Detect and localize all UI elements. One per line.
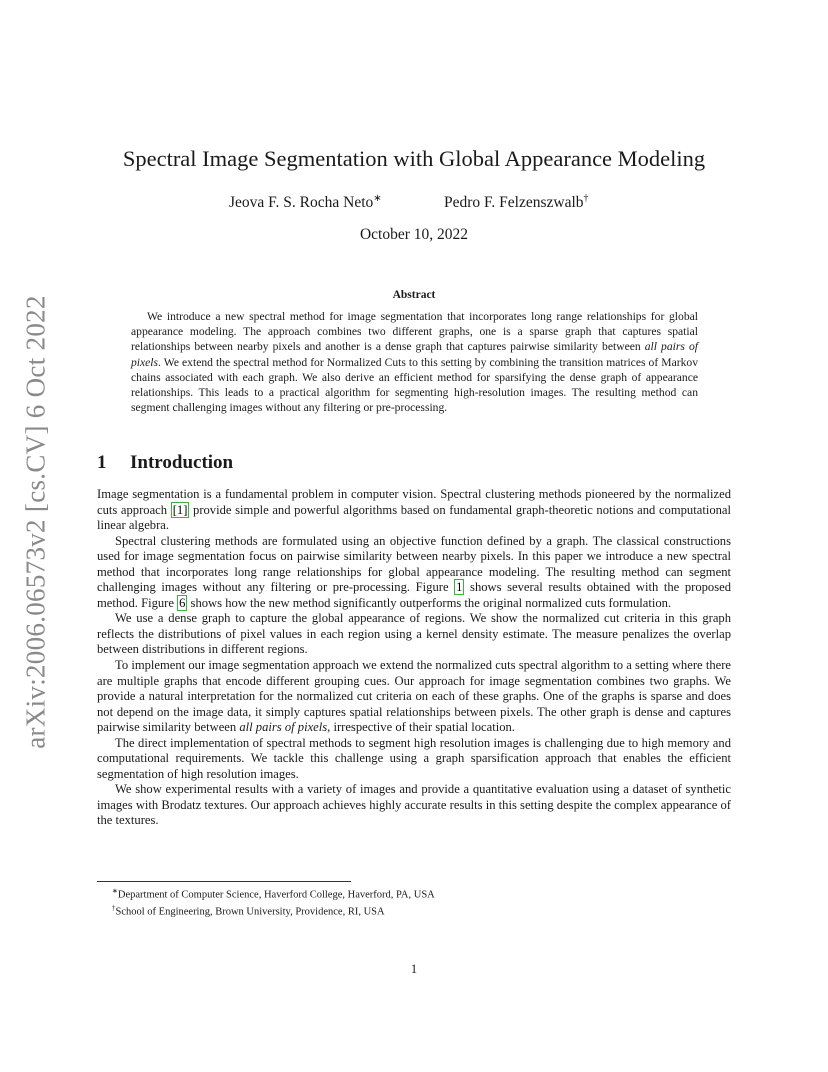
section-body xyxy=(97,487,731,829)
footnote-text: Department of Computer Science, Haverford College, Haverford, PA, USA xyxy=(117,889,435,901)
section-title: Introduction xyxy=(130,452,234,473)
abstract-part: . We extend the spectral method for Normalized Cuts to this setting by combining the transition matrices of Markov chains associated with each graph. We also derive an efficient method for sparsifying the dense graph of appearance relationships. This leads to a practical algorithm for segmenting high-resolution images. The resulting method can segment challenging images without any filtering or pre-processing. xyxy=(131,355,698,415)
paragraph-text: provide simple and powerful algorithms based on fundamental graph-theoretic notions and computational linear algebra. xyxy=(97,502,731,533)
abstract-text xyxy=(131,309,698,415)
paragraph: We use a dense graph to capture the global appearance of regions. We show the normalized cut criteria in this graph reflects the distributions of pixel values in each region using a kernel density estimate. The measure penalizes the overlap between distributions in different regions. xyxy=(97,611,731,657)
abstract-emphasis: all pairs of pixels xyxy=(131,340,698,369)
abstract-part: We introduce a new spectral method for image segmentation that incorporates long range relationships for global appearance modeling. The approach combines two different graphs, one is a sparse graph that captures spatial relationships between nearby pixels and another is a dense graph that captures pairwise similarity between xyxy=(131,310,698,354)
author-1 xyxy=(229,193,382,212)
paragraph-text: shows several results obtained with the proposed method. Figure xyxy=(97,580,731,610)
paragraph: We show experimental results with a variety of images and provide a quantitative evaluation using a dataset of synthetic images with Brodatz textures. Our approach achieves highly accurate results in this setting despite the complex appearance of the textures. xyxy=(97,782,731,828)
paragraph xyxy=(97,487,731,534)
arxiv-identifier: arXiv:2006.06573v2 [cs.CV] 6 Oct 2022 xyxy=(20,295,51,749)
footnote-text: School of Engineering, Brown University, Providence, RI, USA xyxy=(115,906,385,918)
paragraph xyxy=(97,658,731,736)
footnote-mark: ∗ xyxy=(112,887,118,895)
arxiv-sidebar-stamp xyxy=(16,292,56,752)
section-number: 1 xyxy=(97,452,107,473)
footnotes xyxy=(112,885,435,918)
abstract-heading: Abstract xyxy=(392,289,436,301)
paragraph-text: To implement our image segmentation approach we extend the normalized cuts spectral algorithm to a setting where there are multiple graphs that encode different grouping cues. Our approach for image segmentation combines two graphs. We provide a natural interpretation for the normalized cut criteria on each of these graphs. One of the graphs is sparse and does not depend on the image data, it simply captures spatial relationships between pixels. The other graph is dense and captures pairwise similarity between xyxy=(97,658,731,735)
paragraph-text: , irrespective of their spatial location. xyxy=(327,720,515,735)
author-1-name: Jeova F. S. Rocha Neto xyxy=(229,194,374,212)
citation-link[interactable]: [1] xyxy=(172,502,188,517)
paragraph-text: Spectral clustering methods are formulated using an objective function defined by a graph. The classical constructions used for image segmentation focus on pairwise similarity between nearby pixels. In this paper we introduce a new spectral method that incorporates long range relationships for global appearance modeling. The resulting method can segment challenging images without any filtering or pre-processing. Figure xyxy=(97,533,731,595)
author-2-name: Pedro F. Felzenszwalb xyxy=(444,194,584,212)
author-2 xyxy=(444,193,589,212)
footnote-mark: † xyxy=(112,903,116,912)
figure-link[interactable]: 1 xyxy=(456,580,463,595)
footnote-rule xyxy=(97,881,351,882)
paper-date: October 10, 2022 xyxy=(359,226,469,243)
paragraph: The direct implementation of spectral methods to segment high resolution images is challenging due to high memory and computational requirements. We tackle this challenge using a graph sparsification approach that enables the efficient segmentation of high resolution images. xyxy=(97,735,731,781)
paragraph-emphasis: all pairs of pixels xyxy=(239,720,328,735)
paragraph xyxy=(97,534,731,612)
author-2-mark: † xyxy=(583,193,589,204)
author-1-mark: ∗ xyxy=(373,193,382,204)
footnote-1 xyxy=(112,885,435,902)
paragraph-text: Image segmentation is a fundamental problem in computer vision. Spectral clustering methods pioneered by the normalized cuts approach xyxy=(97,487,731,517)
page-number: 1 xyxy=(410,962,418,976)
figure-link[interactable]: 6 xyxy=(179,595,186,610)
paragraph-text: shows how the new method significantly outperforms the original normalized cuts formulation. xyxy=(187,595,672,610)
footnote-2 xyxy=(112,902,435,919)
paper-title: Spectral Image Segmentation with Global Appearance Modeling xyxy=(122,146,706,171)
section-heading xyxy=(97,452,233,474)
